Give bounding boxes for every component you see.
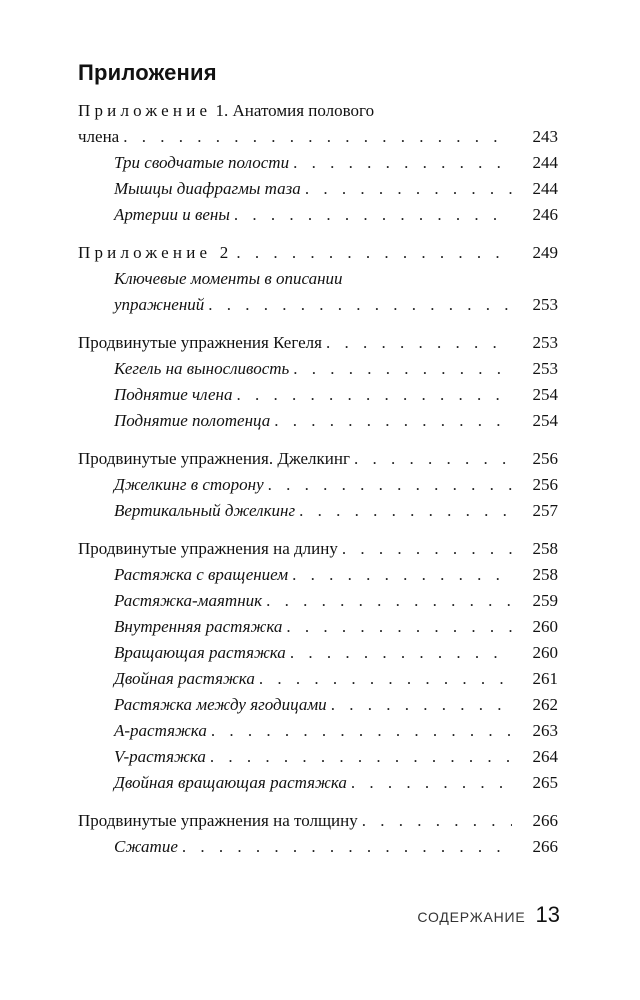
toc-entry-title-spaced: Приложение <box>78 101 212 120</box>
toc-page-number: 264 <box>532 747 558 766</box>
toc-subentry-title: Растяжка между ягодицами <box>114 692 331 718</box>
dot-leader <box>210 744 512 770</box>
table-of-contents <box>78 98 558 872</box>
toc-page-number: 253 <box>532 333 558 352</box>
toc-entry-title-line[interactable] <box>78 98 558 124</box>
toc-page-number: 262 <box>532 695 558 714</box>
dot-leader <box>342 536 512 562</box>
toc-page-number: 266 <box>532 811 558 830</box>
dot-leader <box>299 498 512 524</box>
toc-entry-title: Продвинутые упражнения. Джелкинг <box>78 446 354 472</box>
toc-subentry[interactable] <box>78 692 558 718</box>
dot-leader <box>268 472 512 498</box>
toc-subentry-title: А-растяжка <box>114 718 211 744</box>
toc-subentry-title: Поднятие полотенца <box>114 408 274 434</box>
toc-page-number: 257 <box>532 501 558 520</box>
toc-subentry-title: Поднятие члена <box>114 382 237 408</box>
toc-subentry[interactable] <box>78 666 558 692</box>
dot-leader <box>305 176 512 202</box>
dot-leader <box>259 666 512 692</box>
dot-leader <box>123 124 512 150</box>
toc-subentry-title: Артерии и вены <box>114 202 234 228</box>
running-header-label: СОДЕРЖАНИЕ <box>417 909 526 925</box>
toc-entry-title: Продвинутые упражнения Кегеля <box>78 330 326 356</box>
toc-page-number: 249 <box>532 243 558 262</box>
dot-leader <box>293 150 512 176</box>
page-footer <box>417 902 560 928</box>
toc-subentry-title: Сжатие <box>114 834 182 860</box>
toc-entry-title: члена <box>78 124 123 150</box>
toc-page-number: 254 <box>532 411 558 430</box>
toc-entry[interactable] <box>78 330 558 356</box>
toc-entry-title: Продвинутые упражнения на толщину <box>78 808 362 834</box>
toc-group <box>78 808 558 860</box>
toc-page-number: 265 <box>532 773 558 792</box>
toc-subentry[interactable] <box>78 562 558 588</box>
toc-subentry-title: Кегель на выносливость <box>114 356 293 382</box>
toc-subentry[interactable] <box>78 744 558 770</box>
toc-group <box>78 240 558 318</box>
toc-subentry-title-line[interactable] <box>78 266 558 292</box>
toc-subentry-title: упражнений <box>114 292 208 318</box>
toc-entry-title: Продвинутые упражнения на длину <box>78 536 342 562</box>
toc-page-number: 254 <box>532 385 558 404</box>
toc-entry-title-rest: 1. Анатомия полового <box>211 101 375 120</box>
toc-page-number: 259 <box>532 591 558 610</box>
dot-leader <box>290 640 512 666</box>
toc-subentry[interactable] <box>78 150 558 176</box>
toc-entry[interactable] <box>78 808 558 834</box>
toc-subentry-title: Вертикальный джелкинг <box>114 498 299 524</box>
toc-subentry-title: Вращающая растяжка <box>114 640 290 666</box>
toc-subentry[interactable] <box>78 202 558 228</box>
dot-leader <box>362 808 512 834</box>
toc-subentry[interactable] <box>78 640 558 666</box>
toc-entry[interactable] <box>78 536 558 562</box>
toc-subentry[interactable] <box>78 588 558 614</box>
toc-page-number: 244 <box>532 153 558 172</box>
toc-entry-title: Приложение 2 <box>78 240 236 266</box>
toc-subentry-title: Растяжка с вращением <box>114 562 292 588</box>
toc-subentry-title: Три сводчатые полости <box>114 150 293 176</box>
toc-page-number: 256 <box>532 475 558 494</box>
toc-subentry-title: Мышцы диафрагмы таза <box>114 176 305 202</box>
dot-leader <box>237 382 513 408</box>
toc-page-number: 258 <box>532 565 558 584</box>
toc-subentry[interactable] <box>78 614 558 640</box>
toc-page-number: 263 <box>532 721 558 740</box>
toc-page-number: 246 <box>532 205 558 224</box>
toc-page-number: 253 <box>532 359 558 378</box>
dot-leader <box>211 718 512 744</box>
toc-subentry[interactable] <box>78 382 558 408</box>
toc-group <box>78 330 558 434</box>
toc-subentry-title: Растяжка-маятник <box>114 588 266 614</box>
toc-subentry[interactable] <box>78 408 558 434</box>
toc-subentry[interactable] <box>78 176 558 202</box>
toc-page-number: 261 <box>532 669 558 688</box>
toc-subentry[interactable] <box>78 356 558 382</box>
dot-leader <box>274 408 512 434</box>
toc-page-number: 256 <box>532 449 558 468</box>
toc-subentry[interactable] <box>78 834 558 860</box>
toc-group <box>78 446 558 524</box>
dot-leader <box>354 446 512 472</box>
toc-entry[interactable] <box>78 446 558 472</box>
dot-leader <box>331 692 512 718</box>
toc-page-number: 266 <box>532 837 558 856</box>
dot-leader <box>182 834 512 860</box>
toc-page-number: 258 <box>532 539 558 558</box>
toc-subentry[interactable] <box>78 498 558 524</box>
toc-subentry-title: Внутренняя растяжка <box>114 614 286 640</box>
page-number: 13 <box>535 902 560 927</box>
toc-subentry-title: V-растяжка <box>114 744 210 770</box>
toc-subentry-title: Джелкинг в сторону <box>114 472 268 498</box>
section-heading: Приложения <box>78 60 217 85</box>
toc-subentry[interactable] <box>78 292 558 318</box>
toc-subentry[interactable] <box>78 472 558 498</box>
toc-group <box>78 98 558 228</box>
dot-leader <box>266 588 512 614</box>
dot-leader <box>293 356 512 382</box>
toc-subentry-title: Двойная растяжка <box>114 666 259 692</box>
dot-leader <box>351 770 512 796</box>
toc-page-number: 260 <box>532 643 558 662</box>
toc-subentry[interactable] <box>78 718 558 744</box>
dot-leader <box>292 562 512 588</box>
toc-page-number: 243 <box>532 127 558 146</box>
toc-group <box>78 536 558 796</box>
toc-subentry-title: Ключевые моменты в описании <box>114 266 347 292</box>
dot-leader <box>286 614 512 640</box>
dot-leader <box>234 202 512 228</box>
toc-entry[interactable] <box>78 240 558 266</box>
dot-leader <box>236 240 512 266</box>
toc-page-number: 244 <box>532 179 558 198</box>
toc-entry[interactable] <box>78 124 558 150</box>
toc-page-number: 253 <box>532 295 558 314</box>
toc-page-number: 260 <box>532 617 558 636</box>
toc-subentry-title: Двойная вращающая растяжка <box>114 770 351 796</box>
toc-subentry[interactable] <box>78 770 558 796</box>
dot-leader <box>208 292 512 318</box>
dot-leader <box>326 330 512 356</box>
